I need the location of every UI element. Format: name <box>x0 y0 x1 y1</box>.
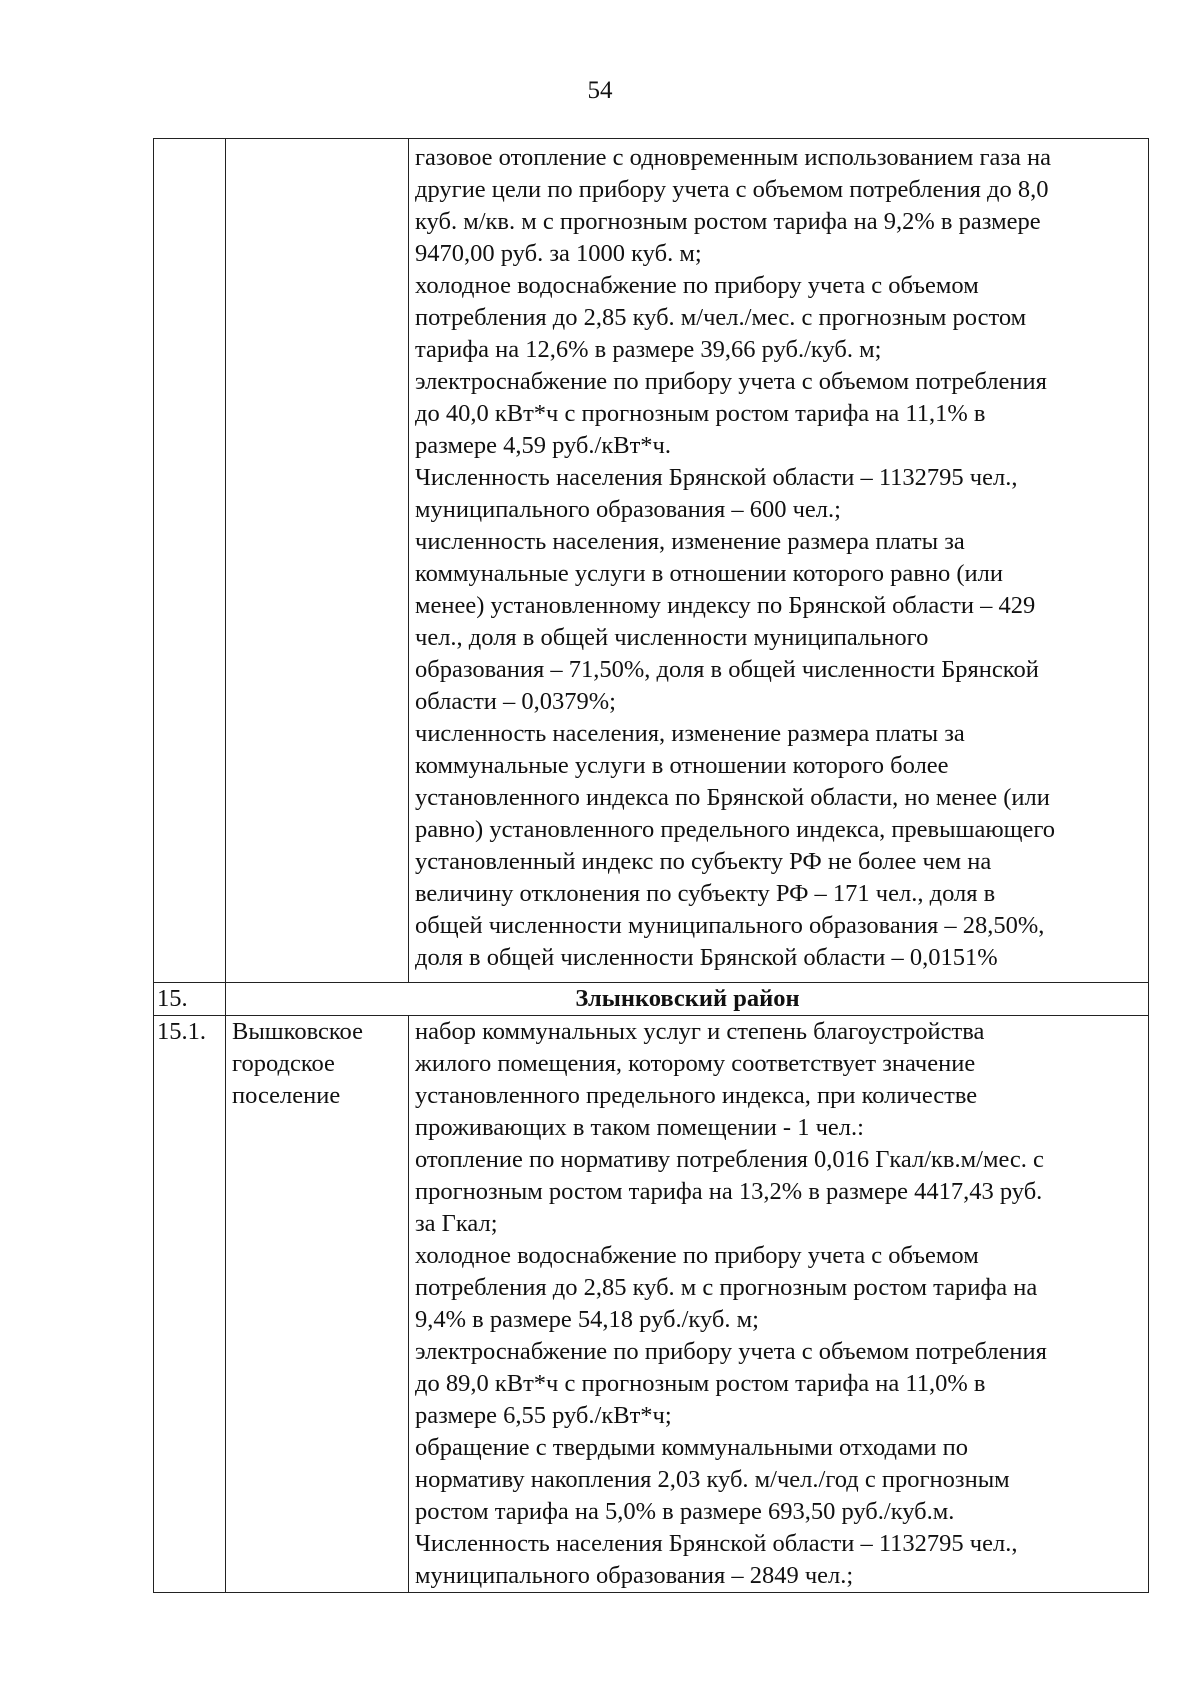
description-line: ростом тарифа на 5,0% в размере 693,50 руб./куб.м. <box>415 1498 955 1525</box>
description-line: другие цели по прибору учета с объемом потребления до 8,0 <box>415 176 1049 203</box>
description-line: обращение с твердыми коммунальными отходами по <box>415 1434 968 1461</box>
description-line: Численность населения Брянской области – 1132795 чел., <box>415 464 1018 491</box>
description-line: установленного предельного индекса, при количестве <box>415 1082 978 1109</box>
description-line: до 89,0 кВт*ч с прогнозным ростом тарифа на 11,0% в <box>415 1370 986 1397</box>
description-line: жилого помещения, которому соответствует значение <box>415 1050 976 1077</box>
description-line: тарифа на 12,6% в размере 39,66 руб./куб. м; <box>415 336 882 363</box>
description-line: холодное водоснабжение по прибору учета с объемом <box>415 1242 979 1269</box>
description-line: величину отклонения по субъекту РФ – 171 чел., доля в <box>415 880 996 907</box>
item-name-line: Вышковское <box>232 1018 363 1045</box>
description-line: установленного индекса по Брянской области, но менее (или <box>415 784 1050 811</box>
description-line: потребления до 2,85 куб. м с прогнозным ростом тарифа на <box>415 1274 1038 1301</box>
page-number: 54 <box>587 77 613 104</box>
description-line: нормативу накопления 2,03 куб. м/чел./год с прогнозным <box>415 1466 1010 1493</box>
description-line: Численность населения Брянской области – 1132795 чел., <box>415 1530 1018 1557</box>
item-number: 15.1. <box>154 1016 226 1593</box>
description-line: равно) установленного предельного индекса, превышающего <box>415 816 1056 843</box>
description-line: электроснабжение по прибору учета с объемом потребления <box>415 1338 1047 1365</box>
description-line: чел., доля в общей численности муниципального <box>415 624 929 651</box>
description-line: области – 0,0379%; <box>415 688 616 715</box>
description-line: электроснабжение по прибору учета с объемом потребления <box>415 368 1047 395</box>
description-line: 9,4% в размере 54,18 руб./куб. м; <box>415 1306 759 1333</box>
table-row-item <box>154 1016 1149 1593</box>
description-line: менее) установленному индексу по Брянской области – 429 <box>415 592 1036 619</box>
description-line: проживающих в таком помещении - 1 чел.: <box>415 1114 864 1141</box>
item-name-line: городское <box>232 1050 335 1077</box>
row-number-cell <box>154 139 226 983</box>
description-line: образования – 71,50%, доля в общей численности Брянской <box>415 656 1039 683</box>
description-line: прогнозным ростом тарифа на 13,2% в размере 4417,43 руб. <box>415 1178 1043 1205</box>
description-line: за Гкал; <box>415 1210 498 1237</box>
description-line: численность населения, изменение размера платы за <box>415 720 965 747</box>
description-line: набор коммунальных услуг и степень благоустройства <box>415 1018 985 1045</box>
description-line: муниципального образования – 2849 чел.; <box>415 1562 854 1589</box>
description-line: размере 6,55 руб./кВт*ч; <box>415 1402 672 1429</box>
description-line: газовое отопление с одновременным использованием газа на <box>415 144 1052 171</box>
item-name-cell <box>226 1016 409 1593</box>
description-line: куб. м/кв. м с прогнозным ростом тарифа на 9,2% в размере <box>415 208 1041 235</box>
item-description-cell <box>409 1016 1149 1593</box>
description-line: общей численности муниципального образования – 28,50%, <box>415 912 1045 939</box>
description-line: отопление по нормативу потребления 0,016 Гкал/кв.м/мес. с <box>415 1146 1044 1173</box>
table-row-continuation <box>154 139 1149 983</box>
description-line: доля в общей численности Брянской области – 0,0151% <box>415 944 998 971</box>
description-line: 9470,00 руб. за 1000 куб. м; <box>415 240 702 267</box>
section-title: Злынковский район <box>226 983 1149 1016</box>
description-line: размере 4,59 руб./кВт*ч. <box>415 432 671 459</box>
description-line: коммунальные услуги в отношении которого более <box>415 752 949 779</box>
description-line: муниципального образования – 600 чел.; <box>415 496 841 523</box>
description-line: численность населения, изменение размера платы за <box>415 528 965 555</box>
row-description-cell <box>409 139 1149 983</box>
tariff-table <box>153 138 1149 1593</box>
item-name-line: поселение <box>232 1082 341 1109</box>
description-line: коммунальные услуги в отношении которого равно (или <box>415 560 1003 587</box>
description-line: холодное водоснабжение по прибору учета с объемом <box>415 272 979 299</box>
description-line: установленный индекс по субъекту РФ не более чем на <box>415 848 992 875</box>
description-line: потребления до 2,85 куб. м/чел./мес. с прогнозным ростом <box>415 304 1027 331</box>
section-number: 15. <box>154 983 226 1016</box>
description-line: до 40,0 кВт*ч с прогнозным ростом тарифа на 11,1% в <box>415 400 986 427</box>
section-row <box>154 983 1149 1016</box>
row-name-cell <box>226 139 409 983</box>
